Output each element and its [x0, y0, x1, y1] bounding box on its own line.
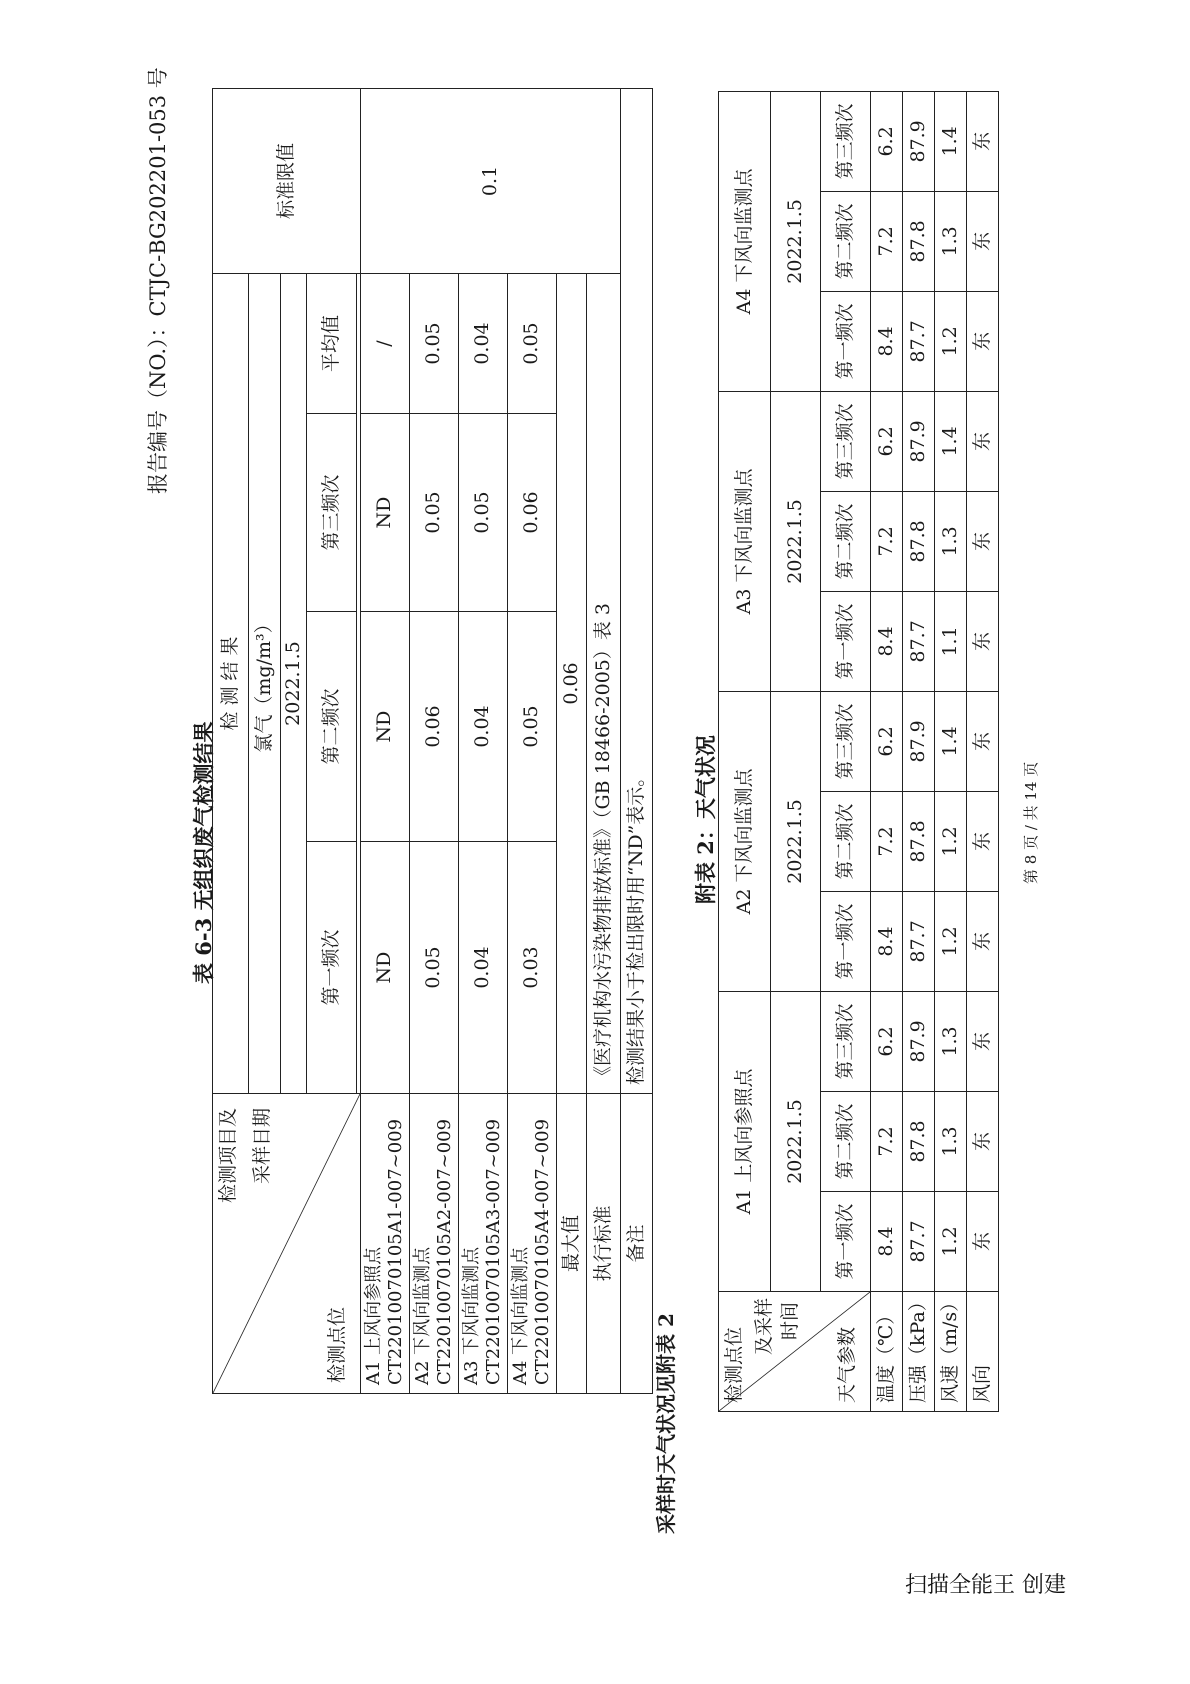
value-cell: 8.4 [871, 591, 903, 691]
value-cell: 1.3 [935, 991, 967, 1091]
value-cell: 6.2 [871, 91, 903, 191]
value-cell: 87.7 [903, 291, 935, 391]
value-cell: ND [361, 414, 410, 612]
value-cell: 87.7 [903, 591, 935, 691]
site-name: A3 下风向监测点 [460, 1246, 482, 1385]
value-cell: 1.4 [935, 391, 967, 491]
site-name: A4 下风向监测点 [509, 1246, 531, 1385]
exec-standard-value: 《医疗机构水污染物排放标准》（GB 18466-2005）表 3 [587, 274, 621, 1094]
corner-label-mid: 采样日期 [251, 1108, 273, 1185]
value-cell: 东 [967, 691, 999, 791]
param-label: 风向 [967, 1292, 999, 1412]
value-cell: 0.05 [410, 842, 459, 1094]
freq2-header: 第二频次 [821, 1092, 871, 1192]
corner-label-bottom: 检测点位 [326, 1306, 349, 1383]
site-cell [459, 1094, 508, 1394]
table-row [459, 89, 508, 1394]
site-header-a1: A1 上风向参照点 [719, 991, 771, 1291]
value-cell: 87.9 [903, 391, 935, 491]
freq1-header: 第一频次 [821, 591, 871, 691]
value-cell: 0.04 [459, 842, 508, 1094]
freq2-header: 第二频次 [821, 791, 871, 891]
site-date-a4: 2022.1.5 [771, 91, 821, 391]
table1-corner-cell [213, 1094, 361, 1394]
table2-title: 附表 2：天气状况 [693, 735, 718, 904]
average-cell: 0.05 [410, 274, 459, 414]
value-cell: 87.8 [903, 491, 935, 591]
value-cell: 东 [967, 1092, 999, 1192]
value-cell: 0.06 [508, 414, 557, 612]
weather-table [718, 91, 999, 1412]
pollutant-label: 氯气（mg/m³） [249, 274, 281, 1094]
value-cell: ND [361, 612, 410, 842]
value-cell: ND [361, 842, 410, 1094]
table-row [903, 91, 935, 1411]
value-cell: 东 [967, 191, 999, 291]
site-name: A2 下风向监测点 [411, 1246, 433, 1385]
results-header: 检 测 结 果 [213, 274, 249, 1094]
value-cell: 东 [967, 91, 999, 191]
freq1-header: 第一频次 [307, 842, 357, 1094]
value-cell: 1.3 [935, 1092, 967, 1192]
value-cell: 87.8 [903, 791, 935, 891]
param-label: 压强（kPa） [903, 1292, 935, 1412]
freq3-header: 第三频次 [307, 414, 357, 612]
corner-label-mid2: 时间 [779, 1302, 801, 1341]
value-cell: 东 [967, 591, 999, 691]
note-label: 备注 [621, 1094, 653, 1394]
value-cell: 0.05 [508, 612, 557, 842]
value-cell: 7.2 [871, 191, 903, 291]
freq1-header: 第一频次 [821, 1192, 871, 1292]
standard-header: 标准限值 [213, 89, 361, 274]
value-cell: 8.4 [871, 291, 903, 391]
max-value: 0.06 [557, 274, 587, 1094]
report-number: 报告编号（NO.）：CTJC-BG202201-053 号 [146, 67, 170, 494]
table1-title: 表 6-3 无组织废气检测结果 [191, 721, 216, 984]
site-cell [361, 1094, 410, 1394]
value-cell: 87.8 [903, 1092, 935, 1192]
corner-label-bottom: 天气参数 [836, 1326, 859, 1403]
table-row [935, 91, 967, 1411]
sample-code: CT22010070105A1-007~009 [385, 1118, 406, 1385]
value-cell: 1.1 [935, 591, 967, 691]
value-cell: 87.7 [903, 1192, 935, 1292]
corner-label-top: 检测点位 [723, 1326, 745, 1403]
value-cell: 87.7 [903, 891, 935, 991]
site-date-a3: 2022.1.5 [771, 391, 821, 691]
value-cell: 0.04 [459, 612, 508, 842]
weather-reference-note: 采样时天气状况见附表 2 [654, 1313, 678, 1534]
value-cell: 1.3 [935, 191, 967, 291]
value-cell: 87.9 [903, 691, 935, 791]
site-date-a2: 2022.1.5 [771, 691, 821, 991]
value-cell: 7.2 [871, 791, 903, 891]
value-cell: 东 [967, 791, 999, 891]
freq2-header: 第二频次 [821, 491, 871, 591]
value-cell: 8.4 [871, 1192, 903, 1292]
freq3-header: 第三频次 [821, 91, 871, 191]
value-cell: 0.06 [410, 612, 459, 842]
site-date-a1: 2022.1.5 [771, 991, 821, 1291]
value-cell: 8.4 [871, 891, 903, 991]
param-label: 温度（℃） [871, 1292, 903, 1412]
site-cell [410, 1094, 459, 1394]
value-cell: 6.2 [871, 991, 903, 1091]
average-cell: / [361, 274, 410, 414]
average-cell: 0.05 [508, 274, 557, 414]
value-cell: 1.2 [935, 891, 967, 991]
freq1-header: 第一频次 [821, 291, 871, 391]
value-cell: 0.03 [508, 842, 557, 1094]
param-label: 风速（m/s） [935, 1292, 967, 1412]
note-value: 检测结果小于检出限时用“ND”表示。 [621, 89, 653, 1094]
table-row [871, 91, 903, 1411]
value-cell: 7.2 [871, 1092, 903, 1192]
value-cell: 0.05 [410, 414, 459, 612]
sample-code: CT22010070105A4-007~009 [532, 1118, 553, 1385]
table-row [967, 91, 999, 1411]
emission-results-table [212, 88, 653, 1394]
site-header-a2: A2 下风向监测点 [719, 691, 771, 991]
value-cell: 1.2 [935, 291, 967, 391]
value-cell: 6.2 [871, 391, 903, 491]
table-row [508, 89, 557, 1394]
value-cell: 1.2 [935, 1192, 967, 1292]
value-cell: 东 [967, 1192, 999, 1292]
standard-value: 0.1 [361, 89, 621, 274]
value-cell: 1.4 [935, 691, 967, 791]
freq3-header: 第三频次 [821, 691, 871, 791]
corner-label-mid1: 及采样 [753, 1298, 775, 1356]
corner-label-top: 检测项目及 [217, 1108, 239, 1204]
site-header-a3: A3 下风向监测点 [719, 391, 771, 691]
exec-standard-label: 执行标准 [587, 1094, 621, 1394]
site-header-a4: A4 下风向监测点 [719, 91, 771, 391]
freq2-header: 第二频次 [307, 612, 357, 842]
value-cell: 0.05 [459, 414, 508, 612]
table2-corner-cell [719, 1292, 871, 1412]
value-cell: 东 [967, 491, 999, 591]
max-label: 最大值 [557, 1094, 587, 1394]
freq2-header: 第二频次 [821, 191, 871, 291]
average-header: 平均值 [307, 274, 357, 414]
table-row [361, 89, 410, 1394]
freq1-header: 第一频次 [821, 891, 871, 991]
freq3-header: 第三频次 [821, 391, 871, 491]
value-cell: 7.2 [871, 491, 903, 591]
site-cell [508, 1094, 557, 1394]
value-cell: 6.2 [871, 691, 903, 791]
value-cell: 1.2 [935, 791, 967, 891]
sampling-date: 2022.1.5 [281, 274, 307, 1094]
average-cell: 0.04 [459, 274, 508, 414]
site-name: A1 上风向参照点 [362, 1246, 384, 1385]
sample-code: CT22010070105A3-007~009 [483, 1118, 504, 1385]
value-cell: 东 [967, 991, 999, 1091]
value-cell: 87.9 [903, 91, 935, 191]
table-row [410, 89, 459, 1394]
scanner-watermark: 扫描全能王 创建 [905, 1573, 1066, 1598]
value-cell: 东 [967, 891, 999, 991]
value-cell: 87.9 [903, 991, 935, 1091]
value-cell: 87.8 [903, 191, 935, 291]
value-cell: 东 [967, 391, 999, 491]
sample-code: CT22010070105A2-007~009 [434, 1118, 455, 1385]
value-cell: 1.3 [935, 491, 967, 591]
freq3-header: 第三频次 [821, 991, 871, 1091]
value-cell: 东 [967, 291, 999, 391]
value-cell: 1.4 [935, 91, 967, 191]
page-number: 第 8 页 / 共 14 页 [1022, 761, 1040, 884]
